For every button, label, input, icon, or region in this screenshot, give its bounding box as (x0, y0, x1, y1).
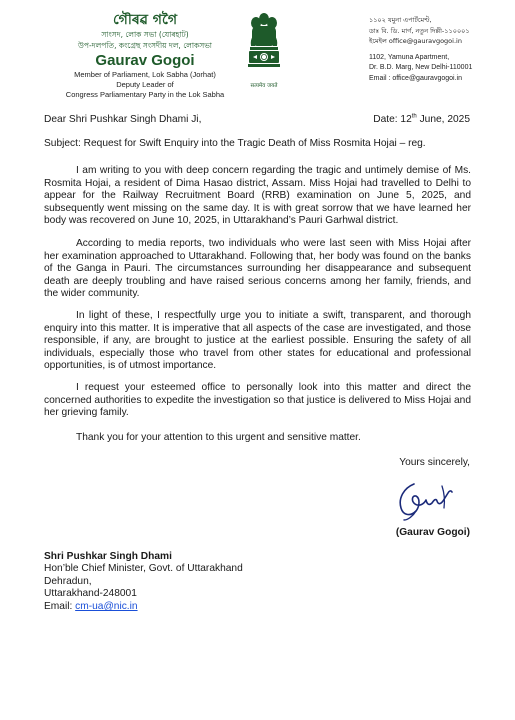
date-ordinal: th (411, 113, 417, 120)
address-bengali-1: ১১০২ যমুনা এপাৰ্টমেণ্ট, (369, 16, 432, 24)
email-label: Email: (44, 601, 76, 612)
recipient-city: Dehradun, (44, 576, 92, 587)
recipient-name: Shri Pushkar Singh Dhami (44, 551, 172, 562)
sender-role-2: Deputy Leader of (116, 80, 174, 89)
body-paragraph-4: I request your esteemed office to personally look into this matter and direct the concerned authorities to expedite the investigation so that justice is delivered to Miss Hojai and her grieving family. (44, 382, 471, 419)
sender-role-1: Member of Parliament, Lok Sabha (Jorhat) (74, 70, 216, 79)
body-paragraph-2: According to media reports, two individuals who were last seen with Miss Hojai after her examination approached to Uttarakhand. Following that, her body was found on the banks of the Ganga in Pauri. The circumstances surrounding her disappearance and subsequent death are deeply troubling and have raised serious concerns among her family, friends, and the wider community. (44, 238, 471, 300)
handwritten-signature (392, 474, 462, 522)
address-bengali-3: ইমেইল office@gauravgogoi.in (369, 37, 462, 45)
recipient-designation: Hon’ble Chief Minister, Govt. of Uttarakhand (44, 563, 243, 574)
recipient-email-link[interactable]: cm-ua@nic.in (75, 601, 138, 612)
address-english-3: Email : office@gauravgogoi.in (369, 74, 462, 82)
sender-role-3: Congress Parliamentary Party in the Lok Sabha (65, 90, 225, 99)
national-emblem (243, 10, 285, 92)
sender-name-bengali: গৌৰৱ গগৈ (112, 12, 178, 28)
body-paragraph-1: I am writing to you with deep concern regarding the tragic and untimely demise of Ms. Rosmita Hojai, a resident of Dima Hasao district, Assam. Miss Hojai had travelled to Delhi to appear for the Railway Recruitment Board (RRB) examination on June 5, 2025, and subsequently went missing on the same day. It is with great sorrow that we have learned her body was recovered on June 10, 2025, in Uttarakhand’s Pauri Garhwal district. (44, 165, 471, 227)
recipient-email-line (44, 601, 138, 614)
letterhead-address (369, 15, 509, 84)
letter-subject: Subject: Request for Swift Enquiry into the Tragic Death of Miss Rosmita Hojai – reg. (44, 138, 426, 149)
closing: Yours sincerely, (399, 457, 470, 468)
signatory-name: (Gaurav Gogoi) (395, 527, 470, 538)
emblem-motto: सत्यमेव जयते (250, 83, 278, 89)
address-english-1: 1102, Yamuna Apartment, (369, 53, 450, 61)
letterhead-sender (55, 12, 235, 100)
address-bengali-2: ডাঃ বি. ডি. মাৰ্গ, নতুন দিল্লী-১১০০০১ (369, 26, 470, 35)
sender-title-bengali-1: সাংসদ, লোক সভা (যোৰহাট) (101, 30, 189, 39)
recipient-state-pin: Uttarakhand-248001 (44, 588, 137, 599)
address-english-2: Dr. B.D. Marg, New Delhi-110001 (369, 64, 473, 71)
body-paragraph-5: Thank you for your attention to this urgent and sensitive matter. (76, 432, 361, 443)
lion-capital-icon (245, 10, 283, 80)
date-suffix: June, 2025 (416, 114, 470, 125)
body-paragraph-3: In light of these, I respectfully urge you to initiate a swift, transparent, and thorough enquiry into this matter. It is imperative that all aspects of the case are investigated, and those responsible, if any, are brought to justice at the earliest possible. Ensuring the safety of all individuals, especially those who travel from other states for educational and professional opportunities, is of utmost importance. (44, 310, 471, 372)
sender-title-bengali-2: উপ-দলপতি, কংগ্ৰেছ সংসদীয় দল, লোকসভা (78, 41, 212, 50)
letter-date (373, 114, 470, 127)
salutation: Dear Shri Pushkar Singh Dhami Ji, (44, 114, 202, 125)
sender-name: Gaurav Gogoi (95, 52, 195, 69)
date-prefix: Date: 12 (373, 114, 412, 125)
